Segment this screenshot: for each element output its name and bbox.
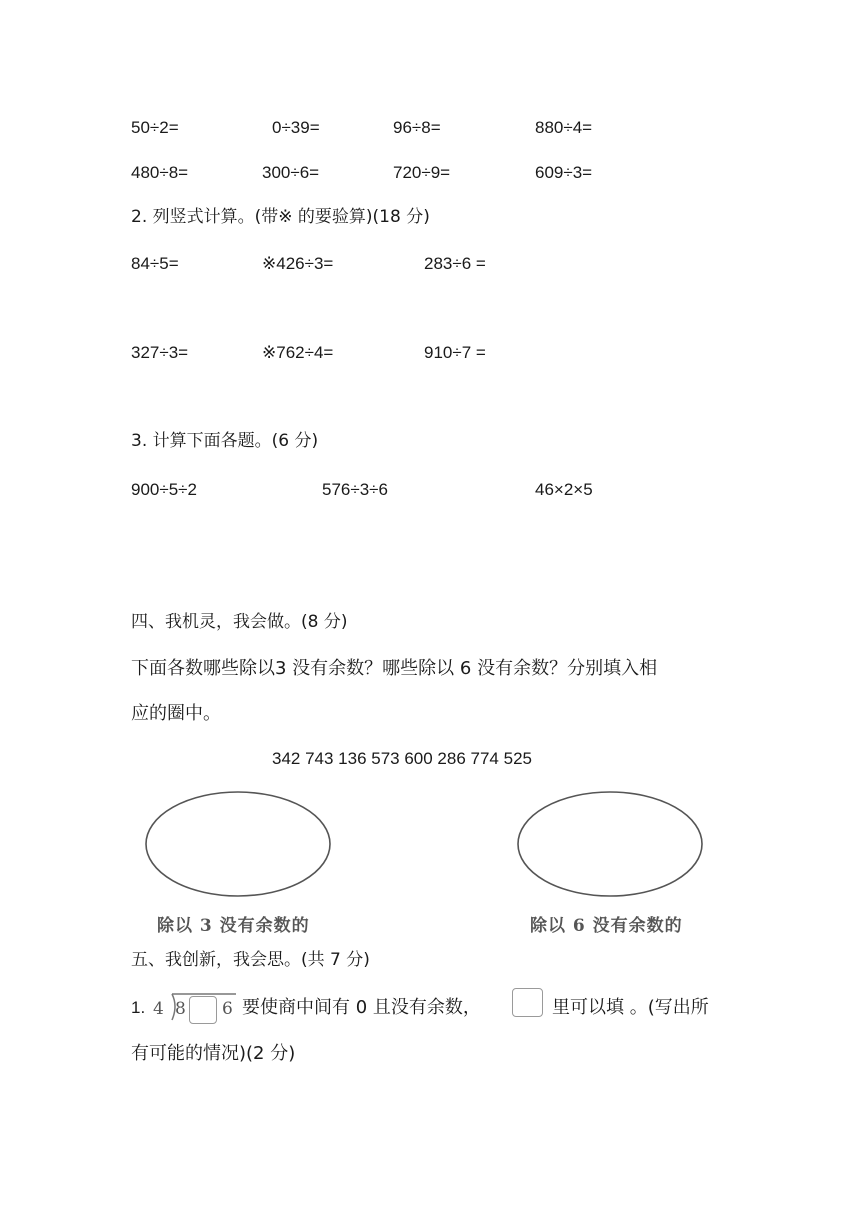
left-circle [146,792,330,896]
vertical-calc-4: 327÷3= [131,343,189,362]
dividend-last-digit: 6 [222,999,233,1019]
vertical-calc-2: ※426÷3= [262,254,334,273]
oral-calc-8: 609÷3= [535,163,593,182]
section-2-heading: 2. 列竖式计算。(带※ 的要验算)(18 分) [131,207,430,227]
mixed-calc-3: 46×2×5 [535,480,593,499]
part-4-instruction-line-2: 应的圈中。 [131,703,221,724]
answer-blank-box[interactable] [512,988,543,1017]
number-list: 342 743 136 573 600 286 774 525 [272,749,532,768]
oral-calc-4: 880÷4= [535,118,593,137]
right-circle [518,792,702,896]
left-circle-label: 除以 3 没有余数的 [157,916,310,936]
dividend-blank-box[interactable] [189,996,217,1024]
oral-calc-1: 50÷2= [131,118,179,137]
mixed-calc-1: 900÷5÷2 [131,480,197,499]
oral-calc-5: 480÷8= [131,163,189,182]
dividend-first-digit: 8 [175,999,186,1019]
question-1-text-b: 里可以填 。(写出所 [552,997,709,1018]
oral-calc-6: 300÷6= [262,163,320,182]
question-1-line-2: 有可能的情况)(2 分) [131,1043,296,1064]
oral-calc-7: 720÷9= [393,163,451,182]
question-1-text-a: 要使商中间有 0 且没有余数， [242,997,481,1018]
divisor: 4 [153,999,164,1019]
vertical-calc-5: ※762÷4= [262,343,334,362]
vertical-calc-3: 283÷6 = [424,254,486,273]
oral-calc-3: 96÷8= [393,118,441,137]
vertical-calc-6: 910÷7 = [424,343,486,362]
question-1-number: 1. [131,998,146,1017]
part-5-heading: 五、我创新，我会思。(共 7 分) [131,950,370,970]
oral-calc-2: 0÷39= [272,118,320,137]
part-4-instruction-line-1: 下面各数哪些除以3 没有余数？哪些除以 6 没有余数？分别填入相 [131,658,658,679]
part-4-heading: 四、我机灵，我会做。(8 分) [131,612,348,632]
section-3-heading: 3. 计算下面各题。(6 分) [131,431,319,451]
vertical-calc-1: 84÷5= [131,254,179,273]
mixed-calc-2: 576÷3÷6 [322,480,388,499]
right-circle-label: 除以 6 没有余数的 [530,916,683,936]
